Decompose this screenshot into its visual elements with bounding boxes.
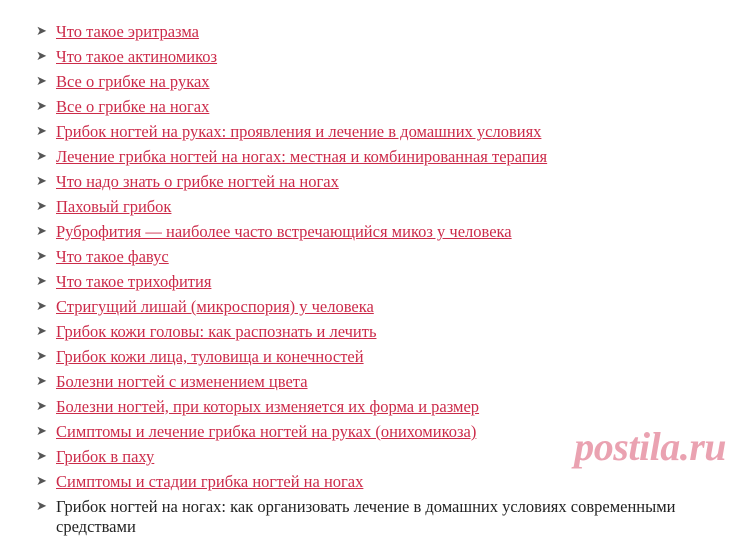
arrow-bullet-icon: ➤ [36, 399, 47, 414]
arrow-bullet-icon: ➤ [36, 474, 47, 489]
list-item-link[interactable]: Грибок кожи лица, туловища и конечностей [56, 347, 364, 366]
list-item [34, 447, 720, 467]
list-item-link[interactable]: Лечение грибка ногтей на ногах: местная и комбинированная терапия [56, 147, 548, 166]
list-item-link[interactable]: Болезни ногтей с изменением цвета [56, 372, 308, 391]
list-item-link[interactable]: Симптомы и лечение грибка ногтей на руках (онихомикоза) [56, 422, 477, 441]
list-item-link[interactable]: Что надо знать о грибке ногтей на ногах [56, 172, 339, 191]
list-item-link[interactable]: Что такое фавус [56, 247, 169, 266]
arrow-bullet-icon: ➤ [36, 49, 47, 64]
arrow-bullet-icon: ➤ [36, 74, 47, 89]
list-item-link[interactable]: Что такое трихофития [56, 272, 212, 291]
list-item-link[interactable]: Все о грибке на руках [56, 72, 210, 91]
list-item [34, 122, 720, 142]
list-item-link[interactable]: Руброфития — наиболее часто встречающийся микоз у человека [56, 222, 512, 241]
list-item-link[interactable]: Грибок в паху [56, 447, 155, 466]
list-item [34, 147, 720, 167]
list-item [34, 472, 720, 492]
list-item [34, 272, 720, 292]
link-list [34, 22, 720, 537]
arrow-bullet-icon: ➤ [36, 274, 47, 289]
list-item [34, 22, 720, 42]
arrow-bullet-icon: ➤ [36, 99, 47, 114]
arrow-bullet-icon: ➤ [36, 249, 47, 264]
arrow-bullet-icon: ➤ [36, 499, 47, 514]
arrow-bullet-icon: ➤ [36, 224, 47, 239]
arrow-bullet-icon: ➤ [36, 199, 47, 214]
list-item-link[interactable]: Что такое актиномикоз [56, 47, 218, 66]
arrow-bullet-icon: ➤ [36, 449, 47, 464]
arrow-bullet-icon: ➤ [36, 424, 47, 439]
arrow-bullet-icon: ➤ [36, 349, 47, 364]
list-item [34, 197, 720, 217]
list-item [34, 422, 720, 442]
arrow-bullet-icon: ➤ [36, 174, 47, 189]
list-item [34, 297, 720, 317]
arrow-bullet-icon: ➤ [36, 124, 47, 139]
list-item-text: Грибок ногтей на ногах: как организовать лечение в домашних условиях современными средствами [56, 497, 676, 536]
list-item [34, 47, 720, 67]
arrow-bullet-icon: ➤ [36, 24, 47, 39]
list-item [34, 97, 720, 117]
list-item [34, 372, 720, 392]
list-item [34, 247, 720, 267]
list-item-link[interactable]: Стригущий лишай (микроспория) у человека [56, 297, 374, 316]
list-item [34, 172, 720, 192]
arrow-bullet-icon: ➤ [36, 149, 47, 164]
list-item [34, 322, 720, 342]
list-item-link[interactable]: Все о грибке на ногах [56, 97, 210, 116]
list-item [34, 497, 720, 537]
arrow-bullet-icon: ➤ [36, 299, 47, 314]
list-item-link[interactable]: Грибок ногтей на руках: проявления и лечение в домашних условиях [56, 122, 542, 141]
list-item-link[interactable]: Симптомы и стадии грибка ногтей на ногах [56, 472, 364, 491]
watermark: postila.ru [574, 424, 726, 469]
list-item [34, 347, 720, 367]
list-item-link[interactable]: Болезни ногтей, при которых изменяется их форма и размер [56, 397, 480, 416]
list-item [34, 222, 720, 242]
arrow-bullet-icon: ➤ [36, 324, 47, 339]
list-item [34, 72, 720, 92]
list-item-link[interactable]: Паховый грибок [56, 197, 172, 216]
list-item [34, 397, 720, 417]
list-item-link[interactable]: Грибок кожи головы: как распознать и лечить [56, 322, 377, 341]
list-item-link[interactable]: Что такое эритразма [56, 22, 199, 41]
arrow-bullet-icon: ➤ [36, 374, 47, 389]
